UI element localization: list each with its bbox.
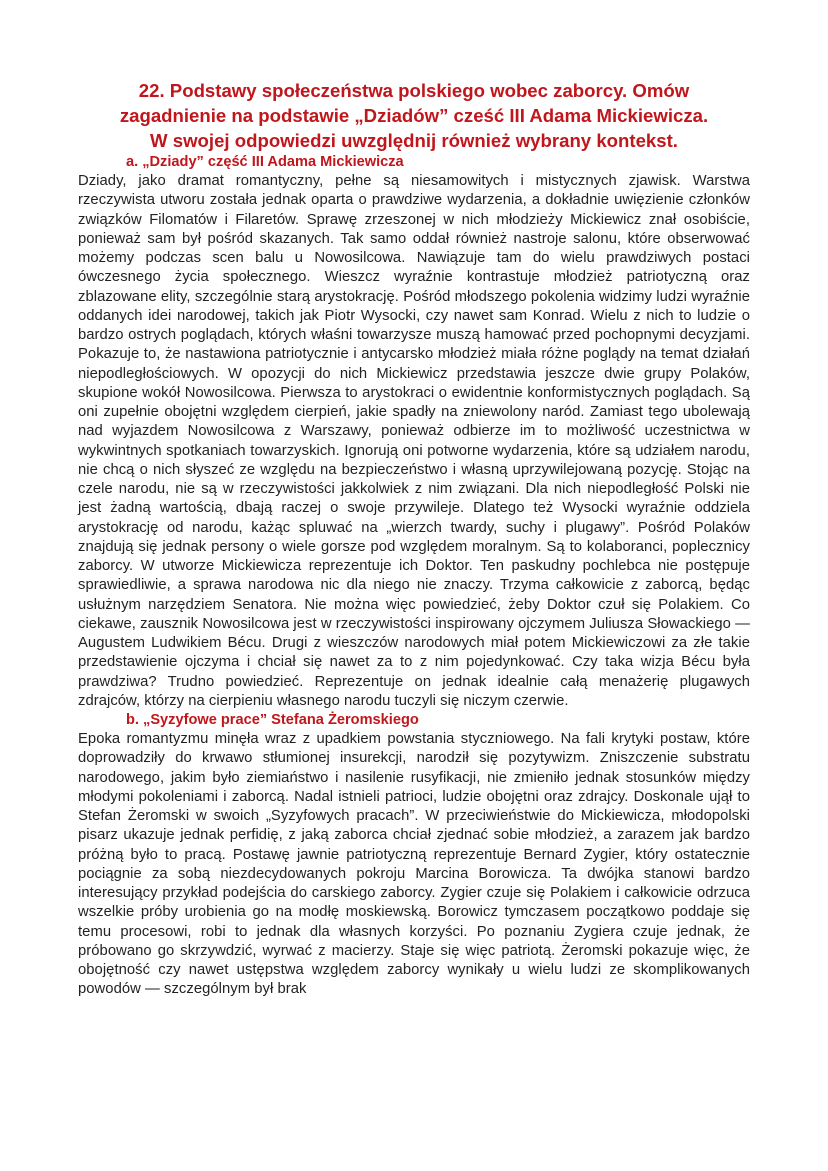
section-paragraph-a: Dziady, jako dramat romantyczny, pełne są niesamowitych i mistycznych zjawisk. Warstwa rzeczywista utworu została jednak oparta o prawdziwe wydarzenia, a dokładnie uwięzienie członków związków Filomatów i Filaretów. Sprawę zrzeszonej w nich młodzieży Mickiewicz znał osobiście, ponieważ sam był pośród skazanych. Tak samo oddał również nastroje salonu, które obserwować możemy podczas scen balu u Nowosilcowa. Nawiązuje tam do wielu prawdziwych postaci ówczesnego życia społecznego. Wieszcz wyraźnie kontrastuje młodzież patriotyczną oraz zblazowane elity, szczególnie starą arystokrację. Pośród młodszego pokolenia widzimy ludzi wyraźnie oddanych idei narodowej, takich jak Piotr Wysocki, czy nawet sam Konrad. Wielu z nich to ludzie o bardzo ostrych poglądach, których właśni towarzysze muszą hamować przed pochopnymi decyzjami. Pokazuje to, że nastawiona patriotycznie i antycarsko młodzież miała różne poglądy na temat działań niepodległościowych. W opozycji do nich Mickiewicz przedstawia jeszcze dwie grupy Polaków, skupione wokół Nowosilcowa. Pierwsza to arystokraci o ewidentnie konformistycznych poglądach. Są oni zupełnie obojętni względem cierpień, jakie spadły na zniewolony naród. Zamiast tego ubolewają nad wyjazdem Nowosilcowa z Warszawy, ponieważ odbierze im to możliwość uczestnictwa w wykwintnych spotkaniach towarzyskich. Ignorują oni potworne wydarzenia, które są udziałem narodu, nie chcą o nich słyszeć ze względu na bezpieczeństwo i własną uprzywilejowaną pozycję. Stojąc na czele narodu, nie są w rzeczywistości jakkolwiek z nim związani. Dla nich niepodległość Polski nie jest żadną wartością, dbają raczej o swoje przywileje. Dlatego też Wysocki wyraźnie oddziela arystokrację od narodu, każąc spluwać na „wierzch twardy, suchy i plugawy”. Pośród Polaków znajdują się jednak persony o wiele gorsze pod względem moralnym. Są to kolaboranci, poplecznicy zaborcy. W utworze Mickiewicza reprezentuje ich Doktor. Ten paskudny pochlebca nie postępuje sprawiedliwie, a sprawa narodowa nic dla niego nie znaczy. Trzyma całkowicie z zaborcą, będąc usłużnym narzędziem Senatora. Nie można więc powiedzieć, żeby Doktor czuł się Polakiem. Co ciekawe, zausznik Nowosilcowa jest w rzeczywistości inspirowany ojczymem Juliusza Słowackiego — Augustem Ludwikiem Bécu. Drugi z wieszczów narodowych miał potem Mickiewiczowi za złe takie przedstawienie ojczyma i chciał się nawet za to z nim pojedynkować. Czy taka wizja Bécu była prawdziwa? Trudno powiedzieć. Reprezentuje on jednak idealnie całą menażerię plugawych zdrajców, którzy na cierpieniu własnego narodu tuczyli się niczym czerwie. (78, 173, 750, 709)
section-heading-a: a. „Dziady” część III Adama Mickiewicza (126, 154, 404, 170)
document-page (78, 78, 750, 1000)
title-line-2: zagadnienie na podstawie „Dziadów” cześć III Adama Mickiewicza. (119, 105, 709, 126)
page-title (78, 78, 750, 153)
title-line-1: 22. Podstawy społeczeństwa polskiego wobec zaborcy. Omów (138, 80, 690, 101)
section-heading-b: b. „Syzyfowe prace” Stefana Żeromskiego (126, 712, 419, 728)
section-paragraph-b: Epoka romantyzmu minęła wraz z upadkiem powstania styczniowego. Na fali krytyki postaw, które doprowadziły do krwawo stłumionej insurekcji, narodził się pozytywizm. Zniszczenie substratu narodowego, jakim było ziemiaństwo i nasilenie rusyfikacji, nie zmieniło jednak stosunków między młodymi pokoleniami i zaborcą. Nadal istnieli patrioci, ludzie obojętni oraz zdrajcy. Doskonale ujął to Stefan Żeromski w swoich „Syzyfowych pracach”. W przeciwieństwie do Mickiewicza, młodopolski pisarz ukazuje jednak perfidię, z jaką zaborca chciał zjednać sobie młodzież, a zarazem jak bardzo próżną było to pracą. Postawę jawnie patriotyczną reprezentuje Bernard Zygier, który ostatecznie pociągnie za sobą niezdecydowanych pokroju Marcina Borowicza. Ta dwójka stanowi bardzo interesujący przykład podejścia do carskiego zaborcy. Zygier czuje się Polakiem i całkowicie odrzuca wszelkie próby urobienia go na modłę moskiewską. Borowicz tymczasem początkowo poddaje się temu procesowi, robi to jednak dla własnych korzyści. Po poznaniu Zygiera czuje jednak, że próbowano go skrzywdzić, wyrwać z macierzy. Staje się więc patriotą. Żeromski pokazuje więc, że obojętność czy nawet ustępstwa względem zaborcy wynikały u wielu ludzi ze skomplikowanych powodów — szczególnym był brak (78, 731, 750, 998)
title-line-3: W swojej odpowiedzi uwzględnij również wybrany kontekst. (150, 130, 678, 151)
